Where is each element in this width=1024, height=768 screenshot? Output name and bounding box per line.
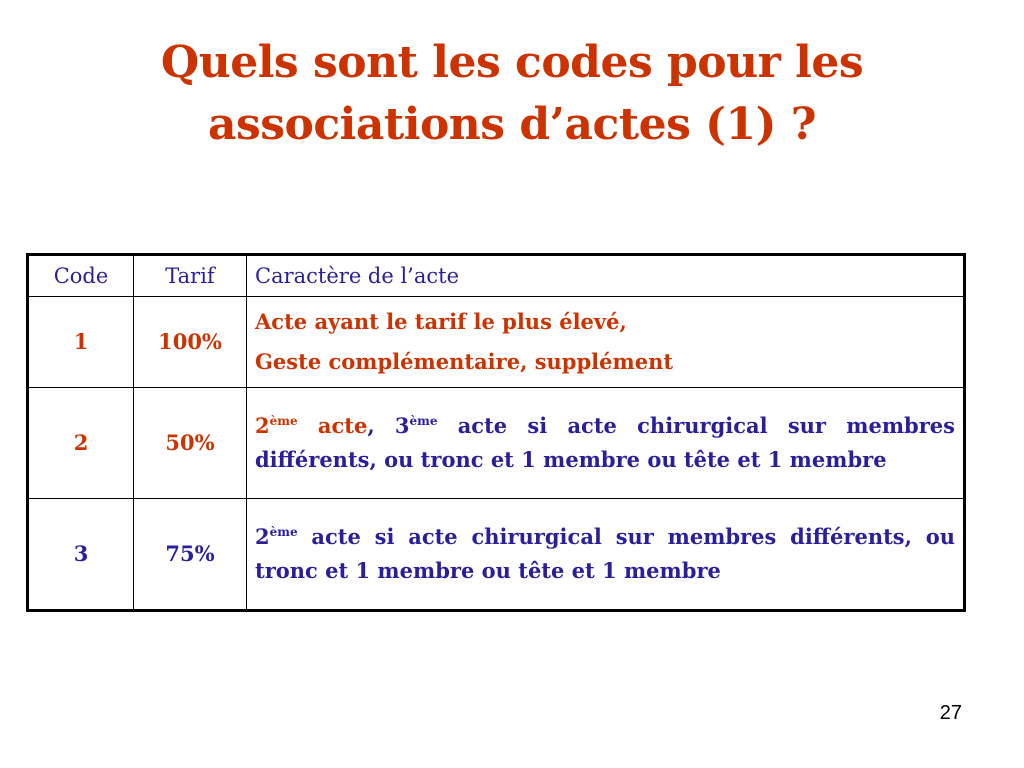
row-1-description xyxy=(247,297,965,388)
row-2-num-1: 2 xyxy=(255,413,270,438)
header-code: Code xyxy=(28,255,134,297)
table-row xyxy=(28,499,965,611)
slide-title xyxy=(40,32,984,156)
row-2-comma: , xyxy=(367,413,375,438)
header-tarif: Tarif xyxy=(134,255,247,297)
row-2-num-2: 3 xyxy=(374,413,410,438)
table-row xyxy=(28,388,965,499)
header-caractere: Caractère de l’acte xyxy=(247,255,965,297)
row-3-description xyxy=(247,499,965,611)
row-3-desc-text xyxy=(255,520,955,588)
row-2-tarif: 50% xyxy=(134,388,247,499)
row-3-rest: acte si acte chirurgical sur membres différents, ou tronc et 1 membre ou tête et 1 membre xyxy=(255,524,955,583)
row-2-word-acte: acte xyxy=(317,413,368,438)
table-row xyxy=(28,297,965,388)
row-3-code: 3 xyxy=(28,499,134,611)
row-3-sup-1: ème xyxy=(269,525,298,539)
row-3-tarif: 75% xyxy=(134,499,247,611)
title-line-1: Quels sont les codes pour les xyxy=(160,37,864,88)
page-number: 27 xyxy=(939,702,962,724)
row-1-tarif: 100% xyxy=(134,297,247,388)
title-line-2: associations d’actes (1) ? xyxy=(207,99,817,150)
row-1-code: 1 xyxy=(28,297,134,388)
codes-table xyxy=(26,253,966,612)
row-2-sup-2: ème xyxy=(409,414,438,428)
row-2-rest: acte si acte chirurgical sur membres différents, ou tronc et 1 membre ou tête et 1 membre xyxy=(255,413,955,472)
row-2-code: 2 xyxy=(28,388,134,499)
table-header-row xyxy=(28,255,965,297)
row-1-desc-line-1: Acte ayant le tarif le plus élevé, xyxy=(255,309,627,334)
row-2-desc-text xyxy=(255,409,955,477)
row-2-sup-1: ème xyxy=(269,414,298,428)
row-2-description xyxy=(247,388,965,499)
row-1-desc-line-2: Geste complémentaire, supplément xyxy=(255,349,674,374)
row-3-num-1: 2 xyxy=(255,524,270,549)
